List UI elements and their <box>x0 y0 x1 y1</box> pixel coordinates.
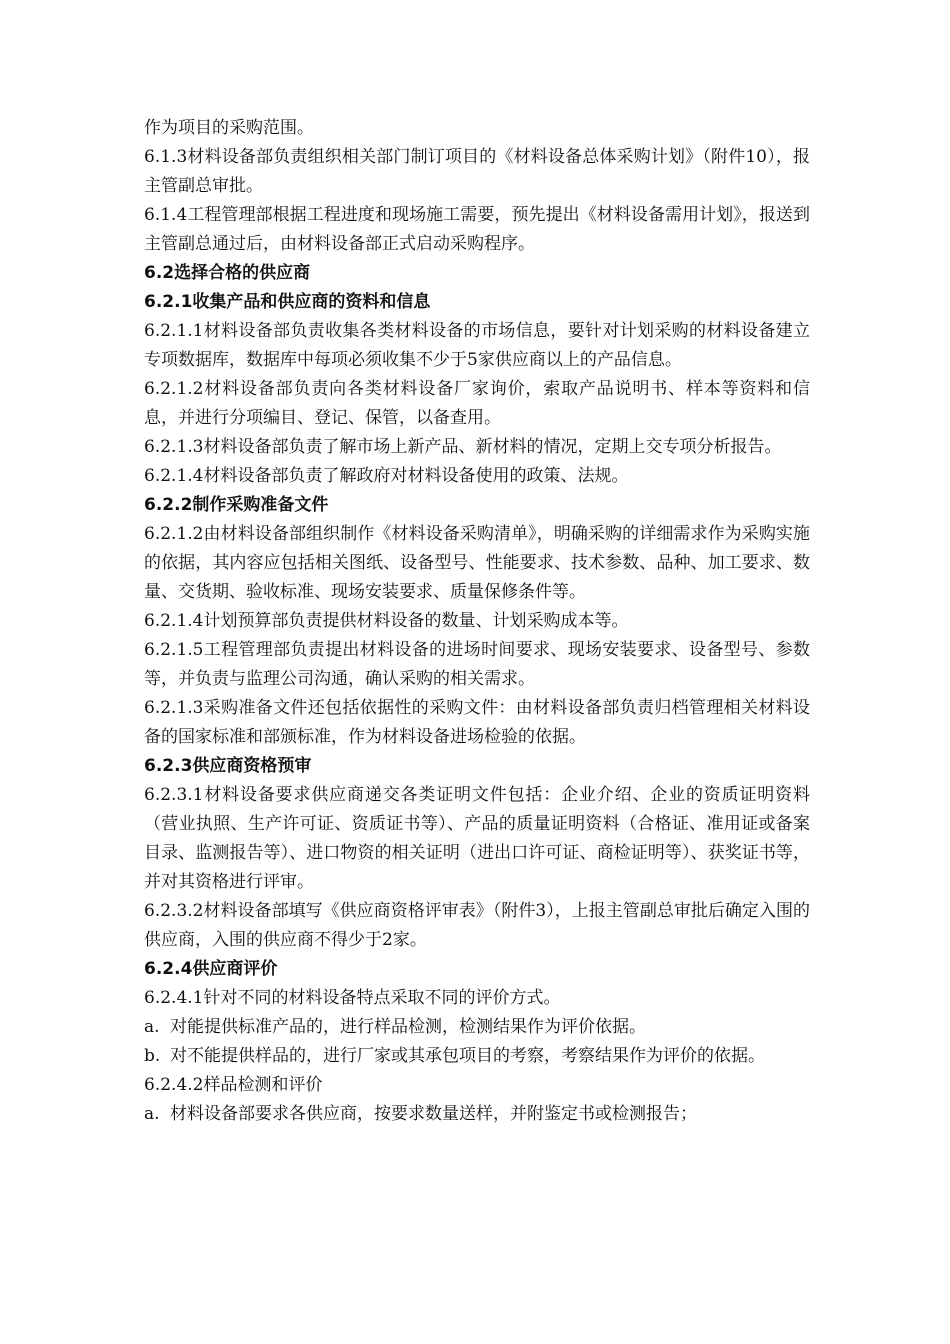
paragraph: 6.2.1.3采购准备文件还包括依据性的采购文件：由材料设备部负责归档管理相关材料设备的国家标准和部颁标准，作为材料设备进场检验的依据。 <box>144 698 810 747</box>
list-marker: b. <box>144 1046 161 1066</box>
paragraph: 6.2.3.1材料设备要求供应商递交各类证明文件包括：企业介绍、企业的资质证明资料（营业执照、生产许可证、资质证书等）、产品的质量证明资料（合格证、准用证或备案目录、监测报告等）、进口物资的相关证明（进出口许可证、商检证明等）、获奖证书等，并对其资格进行评审。 <box>144 785 810 892</box>
list-item-text: 材料设备部要求各供应商，按要求数量送样，并附鉴定书或检测报告； <box>170 1104 697 1124</box>
paragraph: 6.2.1.2材料设备部负责向各类材料设备厂家询价，索取产品说明书、样本等资料和信息，并进行分项编目、登记、保管，以备查用。 <box>144 379 810 428</box>
paragraph: 6.2.1.2由材料设备部组织制作《材料设备采购清单》，明确采购的详细需求作为采购实施的依据，其内容应包括相关图纸、设备型号、性能要求、技术参数、品种、加工要求、数量、交货期、验收标准、现场安装要求、质量保修条件等。 <box>144 524 810 602</box>
section-heading: 6.2.3供应商资格预审 <box>144 756 312 776</box>
paragraph: 6.2.3.2材料设备部填写《供应商资格评审表》（附件3），上报主管副总审批后确定入围的供应商，入围的供应商不得少于2家。 <box>144 901 810 950</box>
list-item-text: 对能提供标准产品的，进行样品检测，检测结果作为评价依据。 <box>170 1017 646 1037</box>
paragraph: 6.2.1.1材料设备部负责收集各类材料设备的市场信息，要针对计划采购的材料设备建立专项数据库，数据库中每项必须收集不少于5家供应商以上的产品信息。 <box>144 321 810 370</box>
list-marker: a. <box>144 1017 160 1037</box>
paragraph: 6.1.3材料设备部负责组织相关部门制订项目的《材料设备总体采购计划》（附件10），报主管副总审批。 <box>144 147 810 196</box>
section-heading: 6.2.2制作采购准备文件 <box>144 495 329 515</box>
list-marker: a. <box>144 1104 160 1124</box>
list-item <box>144 1100 810 1129</box>
paragraph: 6.2.1.5工程管理部负责提出材料设备的进场时间要求、现场安装要求、设备型号、参数等，并负责与监理公司沟通，确认采购的相关需求。 <box>144 640 810 689</box>
section-heading: 6.2选择合格的供应商 <box>144 263 311 283</box>
list-item <box>144 1042 810 1071</box>
section-heading: 6.2.1收集产品和供应商的资料和信息 <box>144 292 431 312</box>
paragraph: 作为项目的采购范围。 <box>144 118 314 138</box>
paragraph: 6.2.1.3材料设备部负责了解市场上新产品、新材料的情况，定期上交专项分析报告。 <box>144 437 782 457</box>
paragraph: 6.2.1.4计划预算部负责提供材料设备的数量、计划采购成本等。 <box>144 611 629 631</box>
paragraph: 6.2.4.1针对不同的材料设备特点采取不同的评价方式。 <box>144 988 561 1008</box>
paragraph: 6.2.1.4材料设备部负责了解政府对材料设备使用的政策、法规。 <box>144 466 629 486</box>
list-item-text: 对不能提供样品的，进行厂家或其承包项目的考察，考察结果作为评价的依据。 <box>170 1046 765 1066</box>
section-heading: 6.2.4供应商评价 <box>144 959 278 979</box>
document-page <box>144 114 810 1129</box>
paragraph: 6.1.4工程管理部根据工程进度和现场施工需要，预先提出《材料设备需用计划》，报送到主管副总通过后，由材料设备部正式启动采购程序。 <box>144 205 810 254</box>
paragraph: 6.2.4.2样品检测和评价 <box>144 1075 323 1095</box>
list-item <box>144 1013 810 1042</box>
